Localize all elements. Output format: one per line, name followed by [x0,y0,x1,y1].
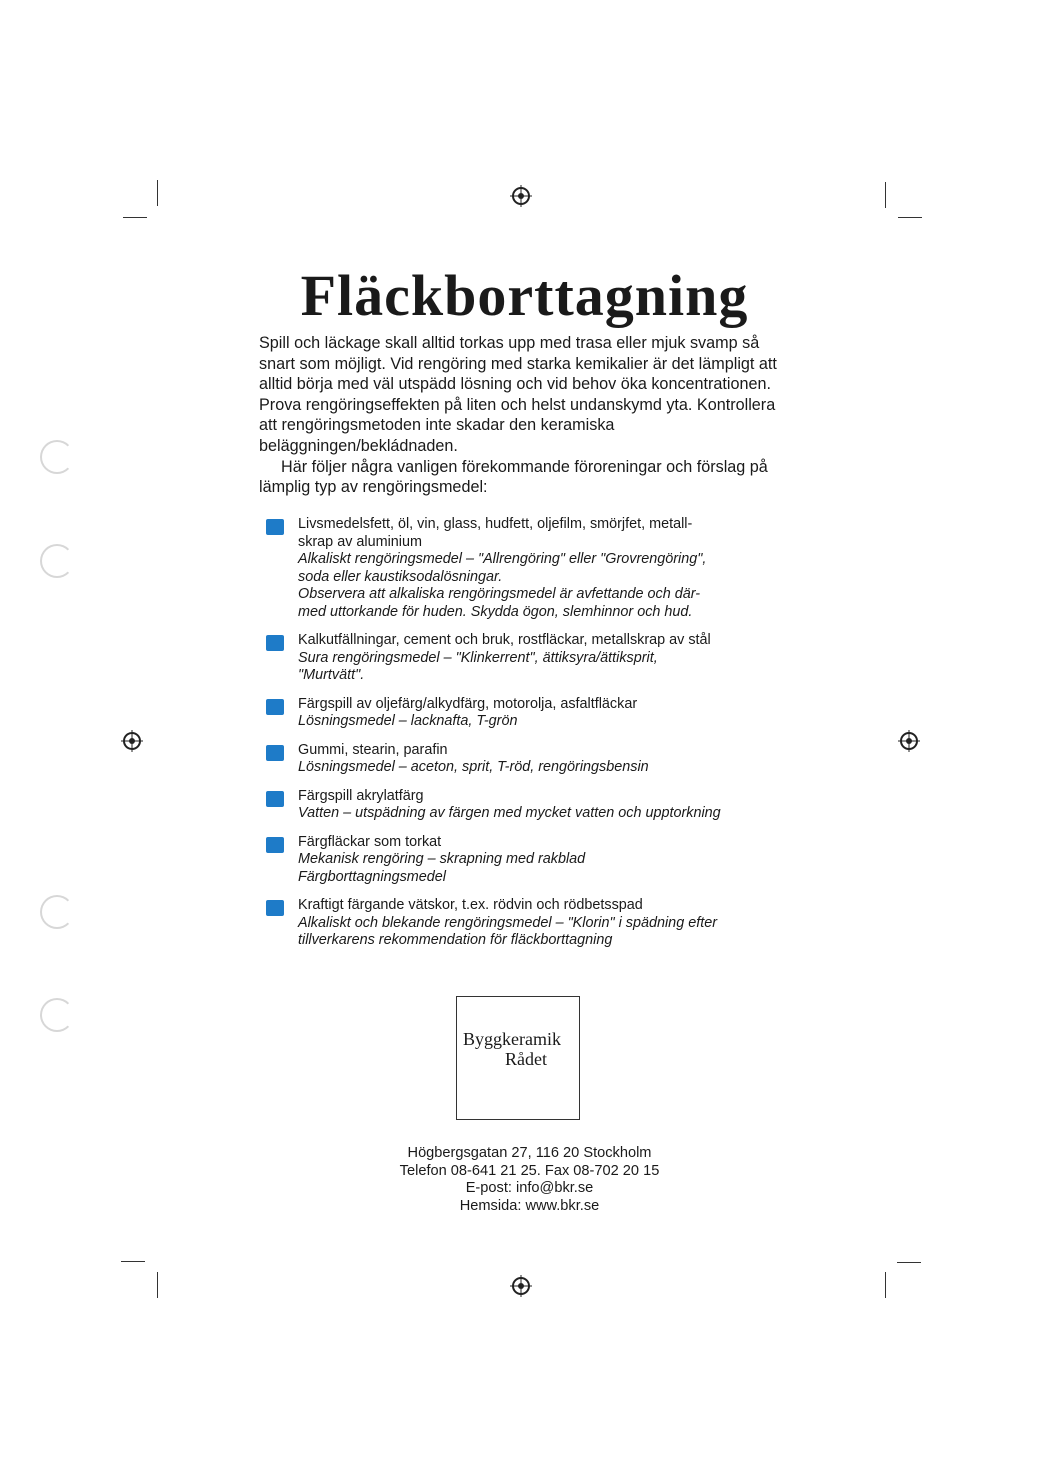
contact-phone: Telefon 08-641 21 25. Fax 08-702 20 15 [399,1162,660,1179]
cleaning-method-text: Lösningsmedel – lacknafta, T-grön [298,713,518,729]
cleaning-method-text: soda eller kaustiksodalösningar. [298,568,503,585]
crop-mark-bottom-right-v [885,1272,886,1298]
registration-mark-icon [512,1277,530,1295]
list-item [266,632,766,685]
list-item [266,696,766,731]
stain-type-text: Färgspill av oljefärg/alkydfärg, motorolja, asfaltfläckar [298,695,638,712]
list-item [266,897,766,950]
cleaning-method-text: Observera att alkaliska rengöringsmedel är avfettande och där- [298,586,701,602]
logo-text: Byggkeramik [463,1029,561,1049]
stain-type-text: Livsmedelsfett, öl, vin, glass, hudfett, oljefilm, smörjfet, metall- [298,516,693,532]
contact-website: Hemsida: www.bkr.se [459,1197,600,1214]
crop-mark-bottom-right-h [897,1262,921,1263]
stain-type-text: skrap av aluminium [298,533,422,550]
registration-mark-icon [123,732,141,750]
square-bullet-icon [266,745,284,761]
square-bullet-icon [266,791,284,807]
square-bullet-icon [266,699,284,715]
intro-paragraph: Här följer några vanligen förekommande föroreningar och förslag på lämplig typ av rengöringsmedel: [259,457,768,497]
stain-type-text: Kraftigt färgande vätskor, t.ex. rödvin och rödbetsspad [298,897,643,913]
cleaning-method-text: Lösningsmedel – aceton, sprit, T-röd, rengöringsbensin [298,759,649,775]
intro-paragraph: Spill och läckage skall alltid torkas upp med trasa eller mjuk svamp så snart som möjligt. Vid rengöring med starka kemikalier är det lämpligt att alltid börja med väl utspädd lösning och vid behov öka koncentrationen. Prova rengöringseffekten på liten och helst undanskymd yta. Kontrollera att rengöringsmetoden inte skadar den keramiska beläggningen/bekládnaden. [259,334,777,455]
cleaning-method-text: Färgborttagningsmedel [298,868,446,885]
crop-mark-top-right-v [885,182,886,208]
stain-type-text: Gummi, stearin, parafin [298,741,448,758]
crop-mark-top-left-h [123,217,147,218]
stain-type-text: Färgfläckar som torkat [298,833,442,850]
stain-list [266,516,766,961]
crop-mark-top-left-v [157,180,158,206]
binder-hole [40,998,74,1032]
crop-mark-bottom-left-v [157,1272,158,1298]
list-item [266,516,766,621]
cleaning-method-text: tillverkarens rekommendation för fläckborttagning [298,932,613,948]
crop-mark-bottom-left-h [121,1261,145,1262]
stain-type-text: Kalkutfällningar, cement och bruk, rostfläckar, metallskrap av stål [298,632,711,648]
crop-mark-top-right-h [898,217,922,218]
logo [456,996,580,1120]
square-bullet-icon [266,837,284,853]
registration-mark-icon [512,187,530,205]
cleaning-method-text: Mekanisk rengöring – skrapning med rakblad [298,851,586,867]
registration-mark-icon [900,732,918,750]
logo-text: Rådet [505,1049,547,1069]
contact-address: Högbergsgatan 27, 116 20 Stockholm [407,1145,652,1161]
binder-hole [40,440,74,474]
cleaning-method-text: "Murtvätt". [298,667,365,683]
list-item [266,834,766,887]
page-title: Fläckborttagning [300,263,749,328]
cleaning-method-text: Vatten – utspädning av färgen med mycket vatten och upptorkning [298,805,721,821]
stain-type-text: Färgspill akrylatfärg [298,787,424,804]
cleaning-method-text: Alkaliskt och blekande rengöringsmedel – "Klorin" i spädning efter [298,914,717,931]
cleaning-method-text: Alkaliskt rengöringsmedel – "Allrengöring" eller "Grovrengöring", [298,551,707,567]
list-item [266,788,766,823]
binder-hole [40,895,74,929]
intro-text [259,333,787,498]
cleaning-method-text: Sura rengöringsmedel – "Klinkerrent", ättiksyra/ättiksprit, [298,649,658,666]
binder-hole [40,544,74,578]
list-item [266,742,766,777]
cleaning-method-text: med uttorkande för huden. Skydda ögon, slemhinnor och hud. [298,603,693,620]
contact-info [0,1145,1041,1215]
contact-email: E-post: info@bkr.se [465,1180,594,1197]
square-bullet-icon [266,635,284,651]
square-bullet-icon [266,900,284,916]
square-bullet-icon [266,519,284,535]
